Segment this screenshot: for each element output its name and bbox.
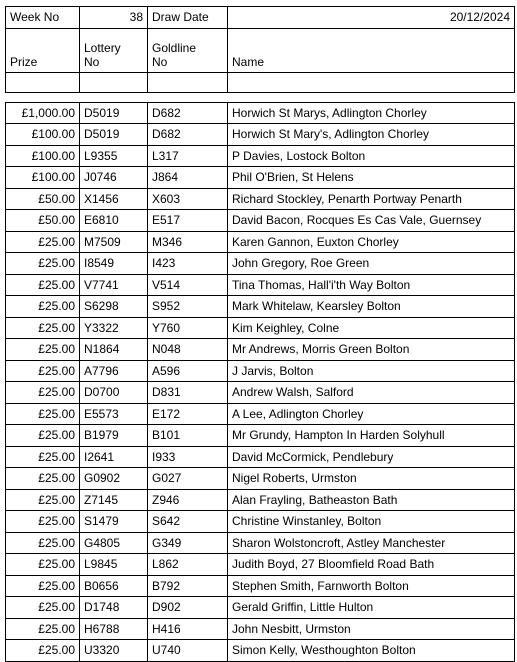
- name-cell: Alan Frayling, Batheaston Bath: [228, 489, 515, 511]
- prize-cell: £25.00: [6, 425, 80, 447]
- lottery-no-cell: I2641: [80, 446, 148, 468]
- name-cell: David Bacon, Rocques Es Cas Vale, Guernsey: [228, 210, 515, 232]
- lottery-no-cell: U3320: [80, 640, 148, 662]
- name-cell: P Davies, Lostock Bolton: [228, 145, 515, 167]
- table-row: [6, 382, 515, 404]
- goldline-no-cell: E172: [148, 403, 228, 425]
- table-row: [6, 446, 515, 468]
- goldline-no-cell: D682: [148, 102, 228, 124]
- goldline-no-cell: J864: [148, 167, 228, 189]
- table-row: [6, 317, 515, 339]
- table-row: [6, 145, 515, 167]
- goldline-no-cell: U740: [148, 640, 228, 662]
- spacer-row: [6, 92, 515, 102]
- prize-cell: £100.00: [6, 145, 80, 167]
- name-cell: Mr Grundy, Hampton In Harden Solyhull: [228, 425, 515, 447]
- name-header: [228, 28, 515, 72]
- goldline-no-cell: S642: [148, 511, 228, 533]
- table-row: [6, 532, 515, 554]
- blank-cell: [228, 72, 515, 92]
- name-cell: Simon Kelly, Westhoughton Bolton: [228, 640, 515, 662]
- prize-cell: £25.00: [6, 489, 80, 511]
- table-row: [6, 339, 515, 361]
- goldline-no-cell: H416: [148, 618, 228, 640]
- lottery-no-cell: E5573: [80, 403, 148, 425]
- goldline-no-cell: G027: [148, 468, 228, 490]
- header-row: [6, 7, 515, 29]
- goldline-no-cell: L317: [148, 145, 228, 167]
- table-row: [6, 554, 515, 576]
- prize-cell: £25.00: [6, 597, 80, 619]
- table-row: [6, 511, 515, 533]
- lottery-header-line1: Lottery: [84, 40, 121, 55]
- goldline-no-cell: B101: [148, 425, 228, 447]
- lottery-no-cell: E6810: [80, 210, 148, 232]
- prize-cell: £25.00: [6, 511, 80, 533]
- table-row: [6, 124, 515, 146]
- goldline-no-cell: S952: [148, 296, 228, 318]
- name-header-label: Name: [232, 54, 265, 69]
- goldline-no-cell: V514: [148, 274, 228, 296]
- lottery-no-cell: Y3322: [80, 317, 148, 339]
- lottery-no-cell: G0902: [80, 468, 148, 490]
- lottery-no-cell: G4805: [80, 532, 148, 554]
- table-row: [6, 274, 515, 296]
- name-cell: Horwich St Mary's, Adlington Chorley: [228, 124, 515, 146]
- lottery-no-cell: N1864: [80, 339, 148, 361]
- table-row: [6, 597, 515, 619]
- goldline-no-cell: A596: [148, 360, 228, 382]
- spacer-cell: [80, 92, 148, 102]
- name-cell: Karen Gannon, Euxton Chorley: [228, 231, 515, 253]
- name-cell: Judith Boyd, 27 Bloomfield Road Bath: [228, 554, 515, 576]
- table-row: [6, 618, 515, 640]
- name-cell: Kim Keighley, Colne: [228, 317, 515, 339]
- lottery-header: [80, 28, 148, 72]
- name-cell: David McCormick, Pendlebury: [228, 446, 515, 468]
- name-cell: John Gregory, Roe Green: [228, 253, 515, 275]
- spacer-cell: [148, 92, 228, 102]
- name-cell: Mark Whitelaw, Kearsley Bolton: [228, 296, 515, 318]
- blank-cell: [6, 72, 80, 92]
- goldline-no-cell: D902: [148, 597, 228, 619]
- prize-cell: £1,000.00: [6, 102, 80, 124]
- lottery-no-cell: V7741: [80, 274, 148, 296]
- table-row: [6, 360, 515, 382]
- table-row: [6, 210, 515, 232]
- prize-cell: £25.00: [6, 532, 80, 554]
- prize-cell: £100.00: [6, 167, 80, 189]
- name-cell: John Nesbitt, Urmston: [228, 618, 515, 640]
- prize-cell: £25.00: [6, 554, 80, 576]
- name-cell: Gerald Griffin, Little Hulton: [228, 597, 515, 619]
- lottery-no-cell: S6298: [80, 296, 148, 318]
- prize-cell: £25.00: [6, 296, 80, 318]
- table-row: [6, 489, 515, 511]
- goldline-no-cell: N048: [148, 339, 228, 361]
- blank-row: [6, 72, 515, 92]
- goldline-no-cell: M346: [148, 231, 228, 253]
- table-row: [6, 575, 515, 597]
- lottery-no-cell: B1979: [80, 425, 148, 447]
- name-cell: Sharon Wolstoncroft, Astley Manchester: [228, 532, 515, 554]
- lottery-header-line2: No: [84, 54, 100, 69]
- lottery-no-cell: Z7145: [80, 489, 148, 511]
- prize-cell: £25.00: [6, 446, 80, 468]
- week-label: Week No: [6, 7, 80, 29]
- prize-cell: £25.00: [6, 403, 80, 425]
- goldline-no-cell: D831: [148, 382, 228, 404]
- goldline-header-line2: No: [152, 54, 168, 69]
- blank-cell: [80, 72, 148, 92]
- table-row: [6, 188, 515, 210]
- goldline-no-cell: B792: [148, 575, 228, 597]
- goldline-no-cell: I423: [148, 253, 228, 275]
- lottery-no-cell: I8549: [80, 253, 148, 275]
- goldline-header: [148, 28, 228, 72]
- name-cell: J Jarvis, Bolton: [228, 360, 515, 382]
- table-row: [6, 102, 515, 124]
- table-row: [6, 253, 515, 275]
- name-cell: Nigel Roberts, Urmston: [228, 468, 515, 490]
- name-cell: Phil O'Brien, St Helens: [228, 167, 515, 189]
- lottery-no-cell: L9845: [80, 554, 148, 576]
- prize-cell: £50.00: [6, 210, 80, 232]
- prize-cell: £25.00: [6, 468, 80, 490]
- table-row: [6, 425, 515, 447]
- draw-date-label: Draw Date: [148, 7, 228, 29]
- lottery-no-cell: D1748: [80, 597, 148, 619]
- name-cell: Horwich St Marys, Adlington Chorley: [228, 102, 515, 124]
- name-cell: Andrew Walsh, Salford: [228, 382, 515, 404]
- table-row: [6, 296, 515, 318]
- goldline-no-cell: Z946: [148, 489, 228, 511]
- table-row: [6, 640, 515, 662]
- prize-cell: £25.00: [6, 575, 80, 597]
- table-row: [6, 468, 515, 490]
- goldline-no-cell: X603: [148, 188, 228, 210]
- prize-cell: £25.00: [6, 317, 80, 339]
- table-row: [6, 167, 515, 189]
- lottery-no-cell: D0700: [80, 382, 148, 404]
- name-cell: Tina Thomas, Hall'i'th Way Bolton: [228, 274, 515, 296]
- prize-cell: £25.00: [6, 274, 80, 296]
- lottery-no-cell: X1456: [80, 188, 148, 210]
- lottery-no-cell: A7796: [80, 360, 148, 382]
- prize-cell: £25.00: [6, 640, 80, 662]
- name-cell: A Lee, Adlington Chorley: [228, 403, 515, 425]
- prize-cell: £25.00: [6, 339, 80, 361]
- table-row: [6, 403, 515, 425]
- prize-cell: £100.00: [6, 124, 80, 146]
- prize-cell: £50.00: [6, 188, 80, 210]
- table-row: [6, 231, 515, 253]
- goldline-no-cell: L862: [148, 554, 228, 576]
- lottery-no-cell: L9355: [80, 145, 148, 167]
- lottery-no-cell: H6788: [80, 618, 148, 640]
- week-value: 38: [80, 7, 148, 29]
- prize-cell: £25.00: [6, 618, 80, 640]
- prize-cell: £25.00: [6, 360, 80, 382]
- lottery-no-cell: J0746: [80, 167, 148, 189]
- prize-cell: £25.00: [6, 382, 80, 404]
- lottery-no-cell: M7509: [80, 231, 148, 253]
- results-sheet: [5, 6, 514, 662]
- lottery-no-cell: D5019: [80, 124, 148, 146]
- goldline-no-cell: G349: [148, 532, 228, 554]
- blank-cell: [148, 72, 228, 92]
- name-cell: Mr Andrews, Morris Green Bolton: [228, 339, 515, 361]
- lottery-no-cell: S1479: [80, 511, 148, 533]
- prize-cell: £25.00: [6, 231, 80, 253]
- goldline-no-cell: E517: [148, 210, 228, 232]
- lottery-no-cell: B0656: [80, 575, 148, 597]
- prize-cell: £25.00: [6, 253, 80, 275]
- spacer-cell: [6, 92, 80, 102]
- goldline-no-cell: I933: [148, 446, 228, 468]
- draw-date-value: 20/12/2024: [228, 7, 515, 29]
- spacer-cell: [228, 92, 515, 102]
- name-cell: Christine Winstanley, Bolton: [228, 511, 515, 533]
- column-header-row: [6, 28, 515, 72]
- prize-header: [6, 28, 80, 72]
- name-cell: Richard Stockley, Penarth Portway Penarth: [228, 188, 515, 210]
- results-table: [5, 6, 515, 662]
- name-cell: Stephen Smith, Farnworth Bolton: [228, 575, 515, 597]
- goldline-header-line1: Goldline: [152, 40, 197, 55]
- goldline-no-cell: Y760: [148, 317, 228, 339]
- lottery-no-cell: D5019: [80, 102, 148, 124]
- prize-header-label: Prize: [10, 54, 38, 69]
- goldline-no-cell: D682: [148, 124, 228, 146]
